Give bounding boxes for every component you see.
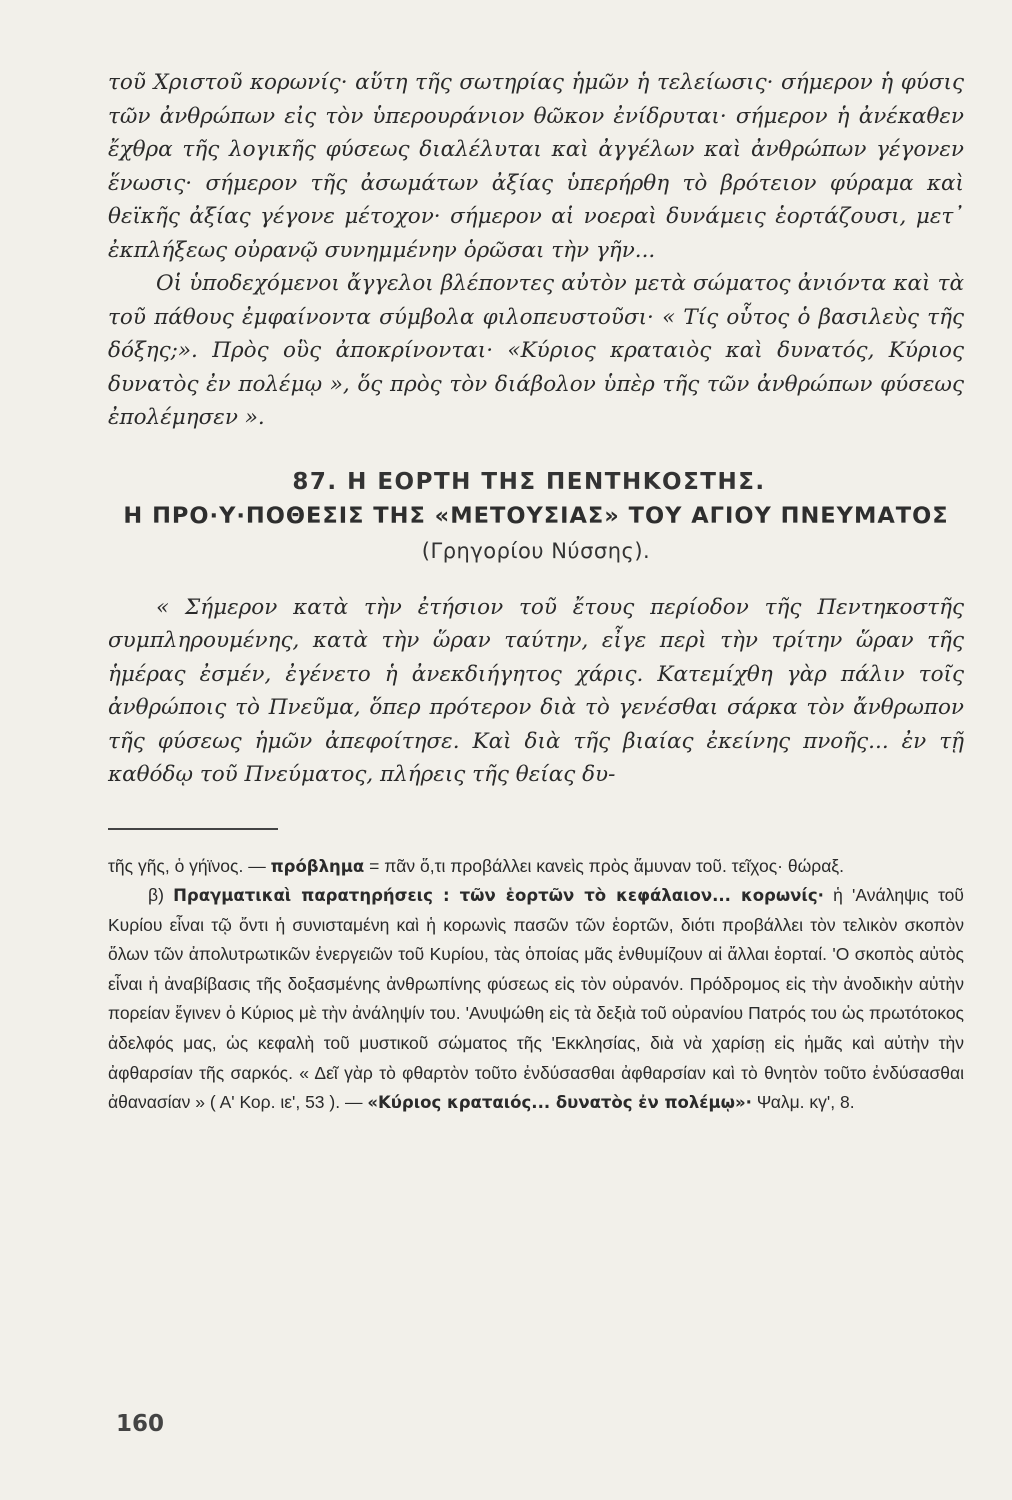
quote-block [108, 591, 964, 792]
footnote-2-text: ἡ 'Ανάληψις τοῦ Κυρίου εἶναι τῷ ὄντι ἡ συνισταμένη καὶ ἡ κορωνὶς πασῶν τῶν ἑορτῶν, διότι προβάλλει τὸν τελικὸν σκοπὸν ὅλων τῶν ἀπολυτρωτικῶν ἐνεργειῶν τοῦ Κυρίου, τὰς ὁποίας μᾶς ἐνθυμίζουν αἱ ἄλλαι ἑορταί. 'Ο σκοπὸς αὐτὸς εἶναι ἡ ἀναβίβασις τῆς δοξασμένης ἀνθρωπίνης φύσεως εἰς τὸν οὐρανόν. Πρόδρομος εἰς τὴν ἀνοδικὴν αὐτὴν πορείαν ἔγινεν ὁ Κύριος μὲ τὴν ἀνάληψίν του. 'Ανυψώθη εἰς τὰ δεξιὰ τοῦ οὐρανίου Πατρός του ὡς πρωτότοκος ἀδελφός μας, ὡς κεφαλὴ τοῦ μυστικοῦ σώματος τῆς 'Εκκλησίας, διὰ νὰ χαρίσῃ εἰς ἡμᾶς καὶ αὐτὴν τὴν ἀφθαρσίαν τῆς σαρκός. « Δεῖ γὰρ τὸ φθαρτὸν τοῦτο ἐνδύσασθαι ἀφθαρσίαν καὶ τὸ θνητὸν τοῦτο ἐνδύσασθαι ἀθανασίαν » ( Α' Κορ. ιε', 53 ). — [108, 885, 964, 1113]
section-title: 87. Η ΕΟΡΤΗ ΤΗΣ ΠΕΝΤΗΚΟΣΤΗΣ. [292, 468, 766, 495]
paragraph-1: τοῦ Χριστοῦ κορωνίς· αὕτη τῆς σωτηρίας ἡμῶν ἡ τελείωσις· σήμερον ἡ φύσις τῶν ἀνθρώπων εἰς τὸν ὑπερουράνιον θῶκον ἐνίδρυται· σήμερον ἡ ἀνέκαθεν ἔχθρα τῆς λογικῆς φύσεως διαλέλυται καὶ ἀγγέλων καὶ ἀνθρώπων γέγονεν ἕνωσις· σήμερον τῆς ἀσωμάτων ἀξίας ὑπερήρθη τὸ βρότειον φύραμα καὶ θεϊκῆς ἀξίας γέγονε μέτοχον· σήμερον αἱ νοεραὶ δυνάμεις ἑορτάζουσι, μετ᾽ ἐκπλήξεως οὐρανῷ συνημμένην ὁρῶσαι τὴν γῆν... [108, 70, 964, 263]
footnote-2-quote: «Κύριος κραταιός... δυνατὸς ἐν πολέμῳ»· [367, 1093, 752, 1113]
page [108, 66, 964, 1118]
section-subtitle: Η ΠΡΟ·Υ·ΠΟΘΕΣΙΣ ΤΗΣ «ΜΕΤΟΥΣΙΑΣ» ΤΟΥ ΑΓΙΟΥ ΠΝΕΥΜΑΤΟΣ [123, 502, 949, 529]
section-heading [108, 465, 964, 569]
quote-paragraph: « Σήμερον κατὰ τὴν ἐτήσιον τοῦ ἔτους περίοδον τῆς Πεντηκοστῆς συμπληρουμένης, κατὰ τὴν ὥραν ταύτην, εἶγε περὶ τὴν τρίτην ὥραν τῆς ἡμέρας ἐσμέν, ἐγένετο ἡ ἀνεκδιήγητος χάρις. Κατεμίχθη γὰρ πάλιν τοῖς ἀνθρώποις τὸ Πνεῦμα, ὅπερ πρότερον διὰ τὸ γενέσθαι σάρκα τὸν ἄνθρωπον τῆς φύσεως ἡμῶν ἀπεφοίτησε. Καὶ διὰ τῆς βιαίας ἐκείνης πνοῆς... ἐν τῇ καθόδῳ τοῦ Πνεύματος, πλήρεις τῆς θείας δυ- [108, 594, 964, 787]
footnote-1 [108, 852, 964, 882]
section-author: (Γρηγορίου Νύσσης). [421, 538, 651, 563]
footnote-1-term: πρόβλημα [270, 856, 365, 876]
footnotes [108, 852, 964, 1118]
footnote-1-text-a: τῆς γῆς, ὁ γήϊνος. — [108, 855, 266, 876]
paragraph-2: Οἱ ὑποδεχόμενοι ἄγγελοι βλέποντες αὐτὸν μετὰ σώματος ἀνιόντα καὶ τὰ τοῦ πάθους ἐμφαίνοντα σύμβολα φιλοπευστοῦσι· « Τίς οὗτος ὁ βασιλεὺς τῆς δόξης;». Πρὸς οὓς ἀποκρίνονται· «Κύριος κραταιὸς καὶ δυνατός, Κύριος δυνατὸς ἐν πολέμῳ », ὅς πρὸς τὸν διάβολον ὑπὲρ τῆς τῶν ἀνθρώπων φύσεως ἐπολέμησεν ». [108, 271, 964, 430]
footnote-1-text-b: = πᾶν ὅ,τι προβάλλει κανεὶς πρὸς ἄμυναν τοῦ. τεῖχος· θώραξ. [369, 855, 845, 876]
footnote-2-heading: Πραγματικαὶ παρατηρήσεις : τῶν ἑορτῶν τὸ κεφάλαιον... κορωνίς· [173, 886, 824, 906]
page-number: 160 [116, 1411, 165, 1437]
main-text [108, 66, 964, 435]
footnote-2 [108, 881, 964, 1118]
footnote-2-label: β) [148, 885, 164, 906]
footnote-divider [108, 828, 278, 830]
footnote-2-reference: Ψαλμ. κγ', 8. [756, 1092, 855, 1113]
